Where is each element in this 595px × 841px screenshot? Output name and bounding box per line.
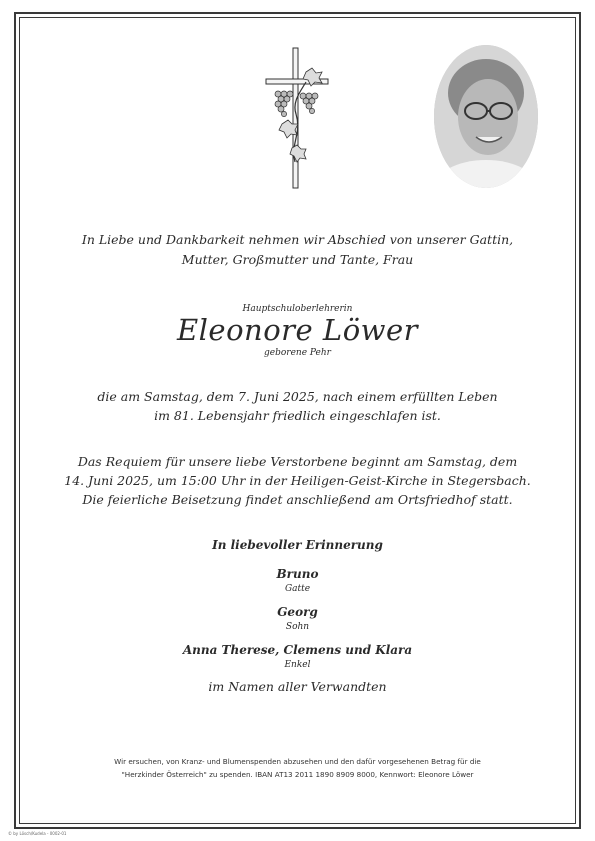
- relative-role: Enkel: [284, 660, 311, 670]
- deceased-name: Eleonore Löwer: [176, 313, 418, 347]
- death-notice-line-2: im 81. Lebensjahr friedlich eingeschlafen ist.: [154, 408, 441, 423]
- donation-line-2: "Herzkinder Österreich" zu spenden. IBAN AT13 2011 1890 8909 8000, Kennwort: Eleonore Löwer: [121, 770, 474, 779]
- relative-name: Georg: [277, 605, 318, 619]
- death-notice-line-1: die am Samstag, dem 7. Juni 2025, nach einem erfüllten Leben: [97, 389, 498, 404]
- intro-line-1: In Liebe und Dankbarkeit nehmen wir Abschied von unserer Gattin,: [81, 232, 514, 247]
- portrait-photo: [434, 45, 538, 188]
- intro-line-2: Mutter, Großmutter und Tante, Frau: [181, 252, 414, 267]
- mourners-heading: In liebevoller Erinnerung: [212, 538, 383, 552]
- cross-with-grapes-icon: [262, 44, 332, 190]
- requiem-line-1: Das Requiem für unsere liebe Verstorbene beginnt am Samstag, dem: [77, 454, 518, 469]
- requiem-line-3: Die feierliche Beisetzung findet anschließend am Ortsfriedhof statt.: [82, 492, 513, 507]
- requiem-line-2: 14. Juni 2025, um 15:00 Uhr in der Heiligen-Geist-Kirche in Stegersbach.: [64, 473, 531, 488]
- occupation: Hauptschuloberlehrerin: [242, 304, 353, 314]
- relative-name: Anna Therese, Clemens und Klara: [182, 643, 413, 657]
- donation-line-1: Wir ersuchen, von Kranz- und Blumenspenden abzusehen und den dafür vorgesehenen Betrag für die: [114, 757, 481, 766]
- relative-role: Sohn: [285, 622, 310, 632]
- copyright-note: © by Lösch/Kudela - 0002-01: [8, 831, 67, 836]
- mourners-closing: im Namen aller Verwandten: [208, 679, 387, 694]
- relative-role: Gatte: [284, 584, 311, 594]
- relative-name: Bruno: [276, 567, 319, 581]
- birth-name: geborene Pehr: [264, 348, 331, 358]
